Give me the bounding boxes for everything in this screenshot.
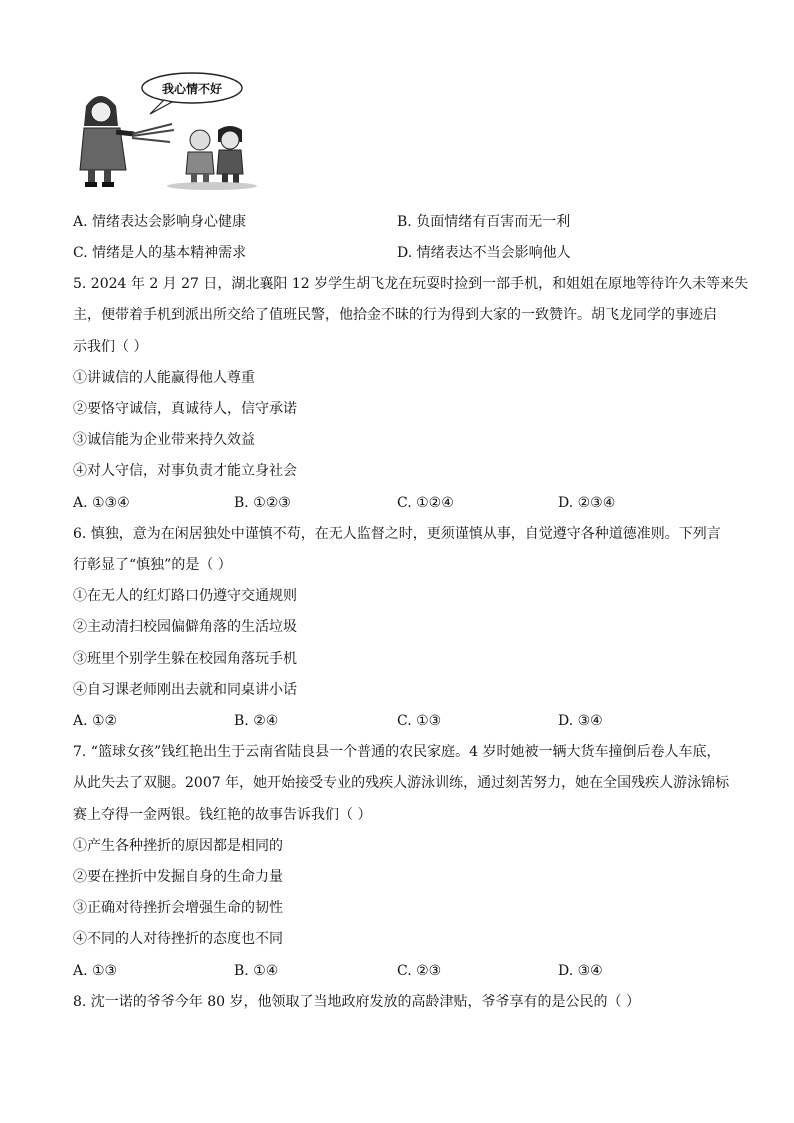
q5-option-b: B. ①②③ xyxy=(234,495,291,511)
q7-stem-line: 赛上夺得一金两银。钱红艳的故事告诉我们（ ） xyxy=(73,807,372,823)
q7-option-b: B. ①④ xyxy=(234,963,279,979)
q5-stem-line: 示我们（ ） xyxy=(73,339,148,355)
q6-stem-line: 6. 慎独，意为在闲居独处中谨慎不苟，在无人监督之时，更须谨慎从事，自觉遵守各种道德准则。下列言 xyxy=(73,526,721,542)
q7-stem-line: 从此失去了双腿。2007 年，她开始接受专业的残疾人游泳训练，通过刻苦努力，她在全国残疾人游泳锦标 xyxy=(73,775,730,791)
q6-statement: ③班里个别学生躲在校园角落玩手机 xyxy=(73,651,297,667)
q6-option-c: C. ①③ xyxy=(397,713,442,729)
q5-statement: ④对人守信，对事负责才能立身社会 xyxy=(73,463,297,479)
q5-option-a: A. ①③④ xyxy=(73,495,130,511)
q7-option-d: D. ③④ xyxy=(558,963,603,979)
q4-option-d: D. 情绪表达不当会影响他人 xyxy=(397,245,571,261)
q7-statement: ③正确对待挫折会增强生命的韧性 xyxy=(73,900,283,916)
q7-option-a: A. ①③ xyxy=(73,963,118,979)
q4-option-b: B. 负面情绪有百害而无一利 xyxy=(397,214,571,230)
q5-stem-line: 5. 2024 年 2 月 27 日，湖北襄阳 12 岁学生胡飞龙在玩耍时捡到一部手机，和姐姐在原地等待许久未等来失 xyxy=(73,276,749,292)
q5-statement: ③诚信能为企业带来持久效益 xyxy=(73,432,255,448)
q4-option-a: A. 情绪表达会影响身心健康 xyxy=(73,214,247,230)
q7-statement: ④不同的人对待挫折的态度也不同 xyxy=(73,931,283,947)
q6-stem-line: 行彰显了“慎独”的是（ ） xyxy=(73,557,232,573)
q7-statement: ①产生各种挫折的原因都是相同的 xyxy=(73,838,283,854)
q5-option-c: C. ①②④ xyxy=(397,495,454,511)
q6-option-d: D. ③④ xyxy=(558,713,603,729)
q6-statement: ①在无人的红灯路口仍遵守交通规则 xyxy=(73,588,297,604)
speech-bubble-text: 我心情不好 xyxy=(161,82,223,96)
cartoon-angry-woman-children-icon xyxy=(72,70,262,195)
q7-statement: ②要在挫折中发掘自身的生命力量 xyxy=(73,869,283,885)
q7-option-c: C. ②③ xyxy=(397,963,442,979)
q6-statement: ②主动清扫校园偏僻角落的生活垃圾 xyxy=(73,619,297,635)
q5-option-d: D. ②③④ xyxy=(558,495,616,511)
q6-option-a: A. ①② xyxy=(73,713,118,729)
q6-statement: ④自习课老师刚出去就和同桌讲小话 xyxy=(73,682,297,698)
q6-option-b: B. ②④ xyxy=(234,713,279,729)
q5-stem-line: 主，便带着手机到派出所交给了值班民警，他拾金不昧的行为得到大家的一致赞许。胡飞龙同学的事迹启 xyxy=(73,307,717,323)
q4-option-c: C. 情绪是人的基本精神需求 xyxy=(73,245,247,261)
q7-stem-line: 7. “篮球女孩”钱红艳出生于云南省陆良县一个普通的农民家庭。4 岁时她被一辆大货车撞倒后卷人车底， xyxy=(73,744,721,760)
q5-statement: ①讲诚信的人能赢得他人尊重 xyxy=(73,370,255,386)
q8-stem-line: 8. 沈一诺的爷爷今年 80 岁，他领取了当地政府发放的高龄津贴，爷爷享有的是公民的（ ） xyxy=(73,994,640,1010)
q5-statement: ②要恪守诚信，真诚待人，信守承诺 xyxy=(73,401,297,417)
